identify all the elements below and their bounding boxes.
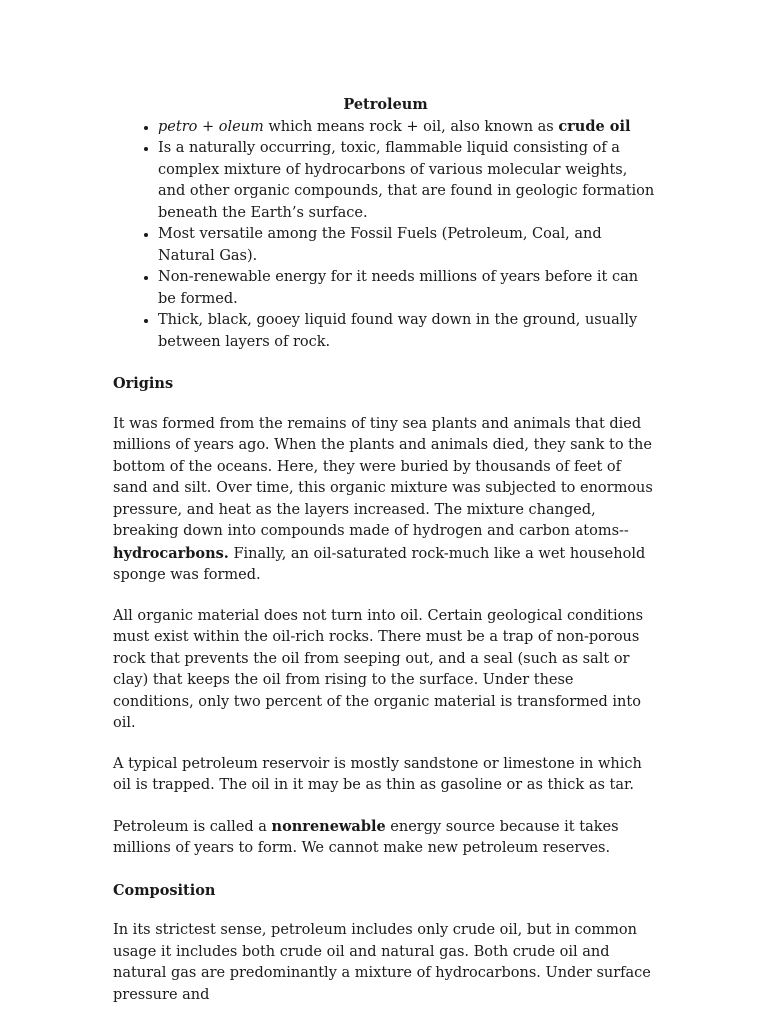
composition-heading: Composition bbox=[113, 881, 216, 899]
origins-paragraph-3: A typical petroleum reservoir is mostly sandstone or limestone in which oil is trapped. The oil in it may be as thin as gasoline or as thick as tar. bbox=[113, 755, 642, 793]
paragraph-text: It was formed from the remains of tiny sea plants and animals that died millions of years ago. When the plants and animals died, they sank to the bottom of the oceans. Here, they were buried by thousands of feet of sand and silt. Over time, this organic mixture was subjected to enormous pressure, and heat as the layers increased. The mixture changed, breaking down into compounds made of hydrogen and carbon atoms-- bbox=[113, 415, 653, 539]
list-item: • Most versatile among the Fossil Fuels (Petroleum, Coal, and Natural Gas). bbox=[158, 224, 658, 267]
list-item: • Thick, black, gooey liquid found way down in the ground, usually between layers of rock. bbox=[158, 310, 658, 353]
hydrocarbons-term: hydrocarbons. bbox=[113, 544, 229, 562]
paragraph-text: energy source because it takes millions of years to form. We cannot make new petroleum reserves. bbox=[113, 818, 619, 856]
composition-paragraph-1: In its strictest sense, petroleum includes only crude oil, but in common usage it includes both crude oil and natural gas. Both crude oil and natural gas are predominantly a mixture of hydrocarbons. Under surface pressure and bbox=[113, 922, 651, 1003]
paragraph-text: Finally, an oil-saturated rock-much like a wet household sponge was formed. bbox=[113, 545, 646, 583]
origins-paragraph-1 bbox=[113, 414, 658, 587]
page-title: Petroleum bbox=[343, 96, 428, 113]
origins-heading: Origins bbox=[113, 375, 174, 392]
list-item: • Non-renewable energy for it needs millions of years before it can be formed. bbox=[158, 267, 658, 310]
list-item bbox=[158, 116, 658, 139]
term-oleum: oleum bbox=[218, 118, 264, 135]
term-petro: petro bbox=[158, 118, 198, 135]
paragraph-text: Petroleum is called a bbox=[113, 818, 272, 835]
document-body bbox=[113, 94, 658, 1006]
plus-sign: + bbox=[197, 118, 219, 135]
origins-paragraph-2: All organic material does not turn into oil. Certain geological conditions must exist within the oil-rich rocks. There must be a trap of non-porous rock that prevents the oil from seeping out, and a seal (such as salt or clay) that keeps the oil from rising to the surface. Under these conditions, only two percent of the organic material is transformed into oil. bbox=[113, 607, 644, 731]
definition-list bbox=[113, 116, 658, 354]
list-item: • Is a naturally occurring, toxic, flammable liquid consisting of a complex mixture of hydrocarbons of various molecular weights, and other organic compounds, that are found in geologic formation beneath the Earth’s surface. bbox=[158, 138, 658, 224]
origins-paragraph-4 bbox=[113, 816, 658, 860]
list-item-text: which means rock + oil, also known as bbox=[263, 118, 559, 135]
crude-oil-term: crude oil bbox=[558, 117, 631, 135]
nonrenewable-term: nonrenewable bbox=[271, 817, 386, 835]
